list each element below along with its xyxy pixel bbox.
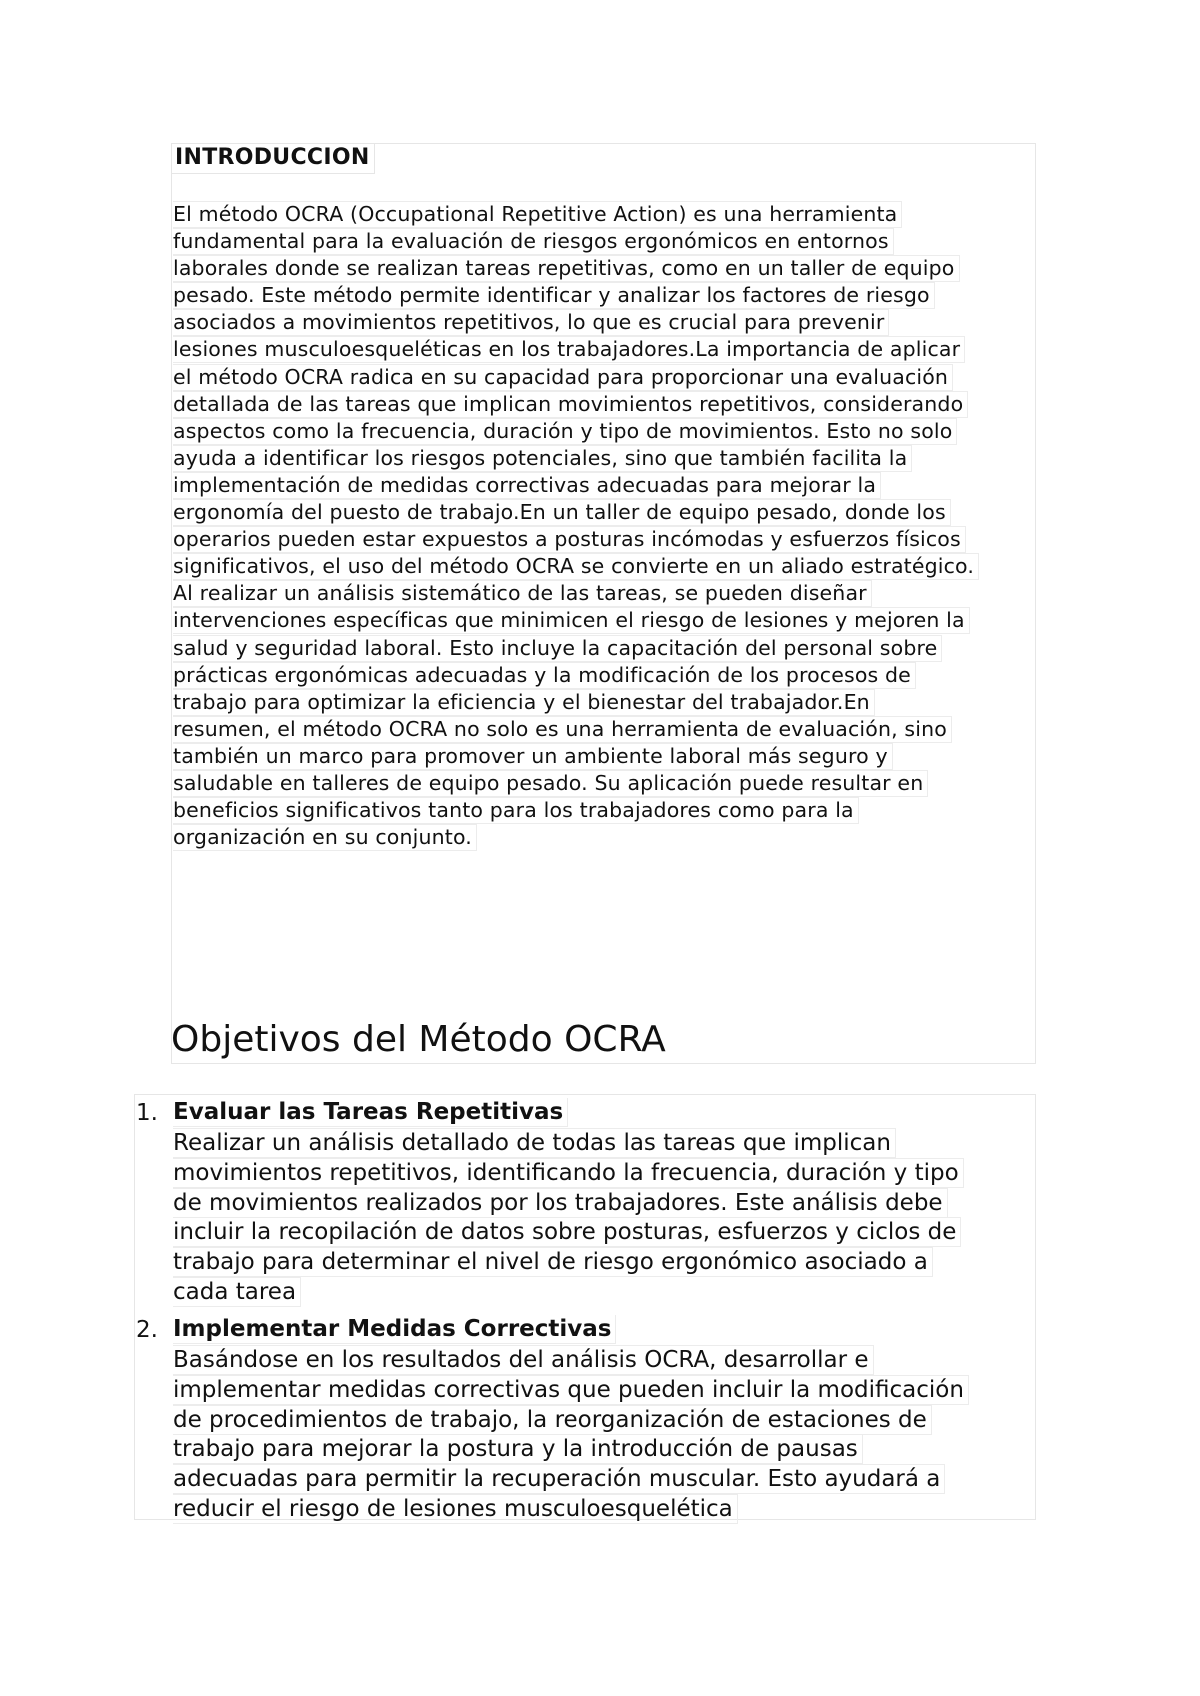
intro-line: saludable en talleres de equipo pesado. Su aplicación puede resultar en <box>173 770 1043 797</box>
objective-line: incluir la recopilación de datos sobre posturas, esfuerzos y ciclos de <box>173 1217 964 1247</box>
intro-line: implementación de medidas correctivas adecuadas para mejorar la <box>173 472 1043 499</box>
objective-line: reducir el riesgo de lesiones musculoesquelética <box>173 1494 969 1524</box>
objective-line: adecuadas para permitir la recuperación muscular. Esto ayudará a <box>173 1464 969 1494</box>
objective-line: de movimientos realizados por los trabajadores. Este análisis debe <box>173 1188 964 1218</box>
objective-line: trabajo para mejorar la postura y la introducción de pausas <box>173 1434 969 1464</box>
objective-description <box>173 1345 969 1524</box>
intro-line: el método OCRA radica en su capacidad para proporcionar una evaluación <box>173 364 1043 391</box>
intro-line: beneficios significativos tanto para los trabajadores como para la <box>173 797 1043 824</box>
intro-title: INTRODUCCION <box>171 143 375 174</box>
intro-line: trabajo para optimizar la eficiencia y el bienestar del trabajador.En <box>173 689 1043 716</box>
objective-line: cada tarea <box>173 1277 964 1307</box>
intro-line: lesiones musculoesqueléticas en los trabajadores.La importancia de aplicar <box>173 336 1043 363</box>
objective-number: 2. <box>136 1317 158 1343</box>
intro-line: detallada de las tareas que implican movimientos repetitivos, considerando <box>173 391 1043 418</box>
intro-line: organización en su conjunto. <box>173 824 1043 851</box>
intro-line: ayuda a identificar los riesgos potenciales, sino que también facilita la <box>173 445 1043 472</box>
objective-title: Evaluar las Tareas Repetitivas <box>173 1098 568 1127</box>
objective-line: trabajo para determinar el nivel de riesgo ergonómico asociado a <box>173 1247 964 1277</box>
intro-line: resumen, el método OCRA no solo es una herramienta de evaluación, sino <box>173 716 1043 743</box>
objective-line: Basándose en los resultados del análisis OCRA, desarrollar e <box>173 1345 969 1375</box>
intro-line: intervenciones específicas que minimicen el riesgo de lesiones y mejoren la <box>173 607 1043 634</box>
intro-line: significativos, el uso del método OCRA se convierte en un aliado estratégico. <box>173 553 1043 580</box>
intro-line: Al realizar un análisis sistemático de las tareas, se pueden diseñar <box>173 580 1043 607</box>
objective-number: 1. <box>136 1100 158 1126</box>
intro-line: operarios pueden estar expuestos a posturas incómodas y esfuerzos físicos <box>173 526 1043 553</box>
objective-line: implementar medidas correctivas que pueden incluir la modificación <box>173 1375 969 1405</box>
objective-title: Implementar Medidas Correctivas <box>173 1315 616 1344</box>
intro-paragraph <box>173 201 1043 851</box>
intro-line: prácticas ergonómicas adecuadas y la modificación de los procesos de <box>173 662 1043 689</box>
intro-line: también un marco para promover un ambiente laboral más seguro y <box>173 743 1043 770</box>
intro-line: ergonomía del puesto de trabajo.En un taller de equipo pesado, donde los <box>173 499 1043 526</box>
objectives-heading: Objetivos del Método OCRA <box>171 1019 666 1060</box>
objective-line: Realizar un análisis detallado de todas las tareas que implican <box>173 1128 964 1158</box>
intro-line: El método OCRA (Occupational Repetitive Action) es una herramienta <box>173 201 1043 228</box>
objective-description <box>173 1128 964 1307</box>
intro-line: pesado. Este método permite identificar y analizar los factores de riesgo <box>173 282 1043 309</box>
objective-line: movimientos repetitivos, identificando la frecuencia, duración y tipo <box>173 1158 964 1188</box>
objective-line: de procedimientos de trabajo, la reorganización de estaciones de <box>173 1405 969 1435</box>
intro-line: aspectos como la frecuencia, duración y tipo de movimientos. Esto no solo <box>173 418 1043 445</box>
intro-line: salud y seguridad laboral. Esto incluye la capacitación del personal sobre <box>173 635 1043 662</box>
intro-line: asociados a movimientos repetitivos, lo que es crucial para prevenir <box>173 309 1043 336</box>
intro-line: laborales donde se realizan tareas repetitivas, como en un taller de equipo <box>173 255 1043 282</box>
intro-line: fundamental para la evaluación de riesgos ergonómicos en entornos <box>173 228 1043 255</box>
